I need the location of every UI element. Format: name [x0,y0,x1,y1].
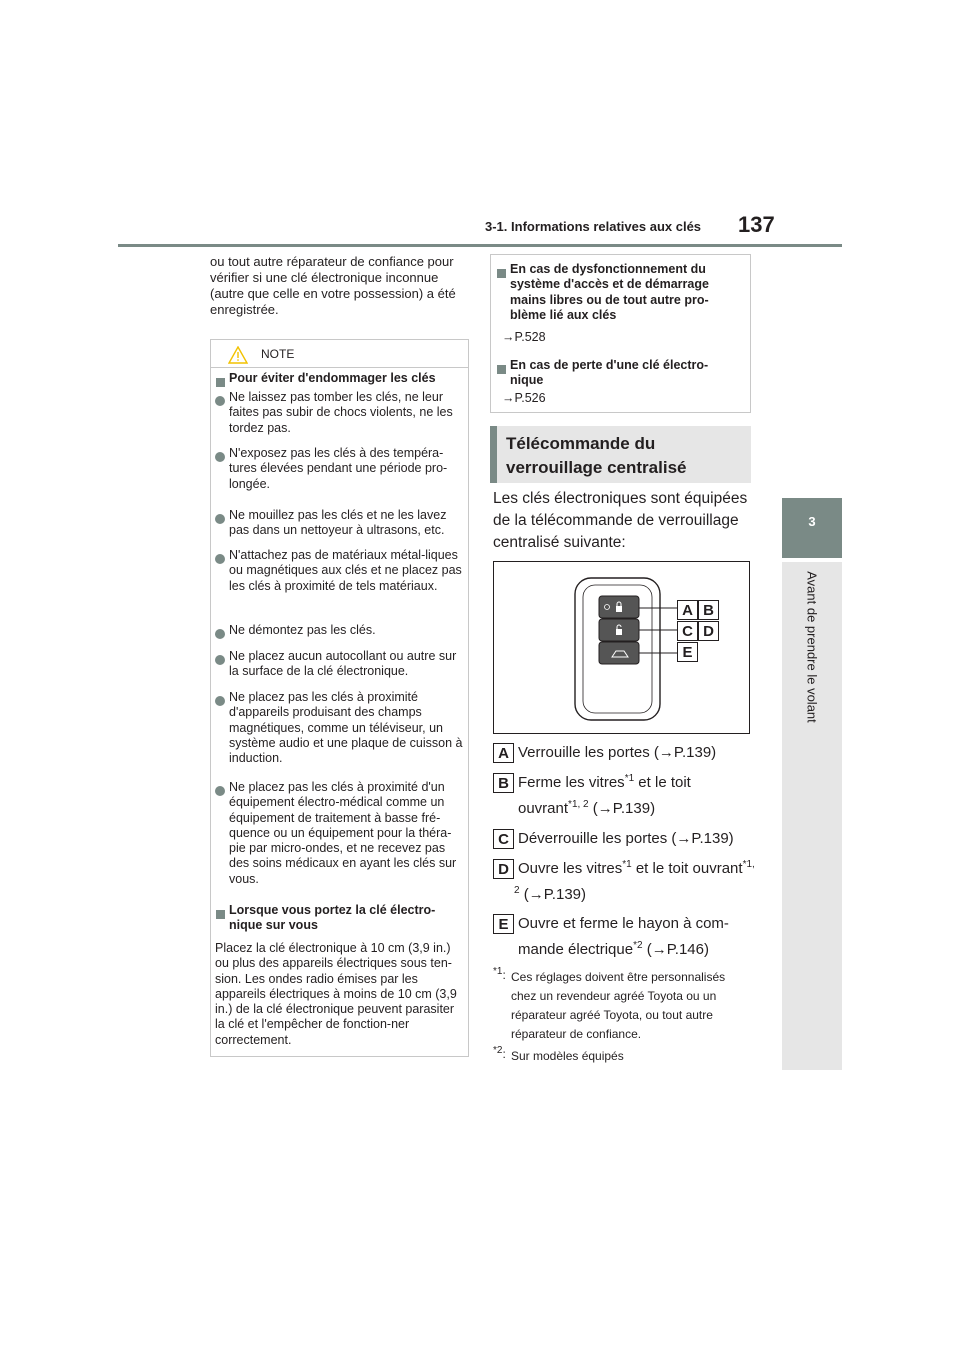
item-label-c: C [493,829,514,849]
bullet-icon [215,511,225,529]
info-item-title: En cas de dysfonctionnement du système d'accès et de démarrage mains libres ou de tout autre pro-blème lié aux clés [510,262,709,322]
note-bullet: N'attachez pas de matériaux métal-liques ou magnétiques aux clés et ne placez pas les clés à proximité de tels matériaux. [229,548,462,593]
page-reference [502,330,546,345]
chapter-title-container [782,562,842,732]
item-label-a: A [493,743,514,763]
remote-intro-paragraph: Les clés électroniques sont équipées de la télécommande de verrouillage centralisé suivante: [493,490,748,551]
bullet-icon [215,652,225,670]
reference-text: P.526 [514,391,546,405]
page-number: 137 [738,212,775,237]
note-section-title: Pour éviter d'endommager les clés [229,371,436,385]
section-heading-bar [490,426,497,483]
reference-text: P.528 [514,330,546,344]
chapter-number: 3 [808,514,816,529]
function-description: Verrouille les portes (→P.139) [518,744,717,761]
figure-label-e: E [677,642,698,662]
note-bullet: Ne mouillez pas les clés et ne les lavez pas dans un nettoyeur à ultrasons, etc. [229,508,447,538]
arrow-icon: → [502,391,515,405]
bullet-icon [215,551,225,569]
header-rule [118,244,842,247]
note-bullet: Ne placez pas les clés à proximité d'appareils produisant des champs magnétiques, comme un téléviseur, un système audio et une plaque de cuisson à induction. [229,690,463,766]
function-description-cont: $^2$ (→P.139) [514,885,586,903]
figure-label-a: A [677,600,698,620]
warning-triangle-icon [228,346,248,364]
figure-label-c: C [677,621,698,641]
smart-key-illustration [494,562,749,733]
footnote-mark: $^{*2}$: [493,1045,506,1061]
info-section-marker [497,361,506,379]
footnote-mark: $^{*1}$: [493,966,506,982]
note-label: NOTE [261,347,295,361]
page-reference [502,391,546,406]
note-bullet: Ne placez aucun autocollant ou autre sur la surface de la clé électronique. [229,649,457,679]
item-label-d: D [493,859,514,879]
bullet-icon [215,783,225,801]
info-item-title: En cas de perte d'une clé électro-nique [510,358,709,388]
bullet-icon [215,693,225,711]
bullet-icon [215,393,225,411]
note-header-divider [210,367,469,368]
function-description-cont: mande électrique$^{*2}$ (→P.146) [518,940,709,958]
arrow-icon: → [502,330,515,344]
note-bullet: N'exposez pas les clés à des tempéra-tures élevées pendant une période pro-longée. [229,446,448,491]
note-section-marker [216,906,225,924]
bullet-icon [215,626,225,644]
note-bullet: Ne placez pas les clés à proximité d'un équipement électro-médical comme un équipement de traitement à basse fré-quence ou un équipement pour la théra-pie par micro-ondes, et ne recevez pas des soins médicaux en ayant les clés sur vous. [229,780,457,886]
figure-label-b: B [698,600,719,620]
item-label-b: B [493,773,514,793]
function-description: Ouvre et ferme le hayon à com- [518,915,729,932]
note-bullet: Ne démontez pas les clés. [229,623,376,637]
note-bullet: Ne laissez pas tomber les clés, ne leur faites pas subir de chocs violents, ne les tordez pas. [229,390,453,435]
note-section-title: Lorsque vous portez la clé électro-nique sur vous [229,903,436,933]
item-label-e: E [493,914,514,934]
chapter-title: Avant de prendre le volant [804,571,820,723]
note-paragraph: Placez la clé électronique à 10 cm (3,9 in.) ou plus des appareils électriques sous ten-sion. Les ondes radio émises par les appareils électriques à moins de 10 cm (3,9 in.) de la clé électronique peuvent parasiter la clé et l'empêcher de fonction-ner correctement. [215,941,457,1047]
section-title: 3-1. Informations relatives aux clés [485,219,702,234]
figure-label-d: D [698,621,719,641]
footnote-text: Ces réglages doivent être personnalisés chez un revendeur agréé Toyota ou un réparateur agréé Toyota, ou tout autre réparateur de confiance. [511,970,726,1041]
function-description: Ouvre les vitres$^{*1}$ et le toit ouvrant$^{*1,}$ [518,859,755,877]
info-section-marker [497,265,506,283]
note-section-marker [216,374,225,392]
section-heading: Télécommande du verrouillage centralisé [506,434,687,477]
function-description-cont: ouvrant$^{*1, 2}$ (→P.139) [518,799,656,817]
function-description: Déverrouille les portes (→P.139) [518,830,734,847]
footnote-text: Sur modèles équipés [511,1049,624,1063]
intro-paragraph: ou tout autre réparateur de confiance pour vérifier si une clé électronique inconnue (autre que celle en votre possession) a été enregistrée. [210,254,456,317]
bullet-icon [215,449,225,467]
function-description: Ferme les vitres$^{*1}$ et le toit [518,773,691,791]
